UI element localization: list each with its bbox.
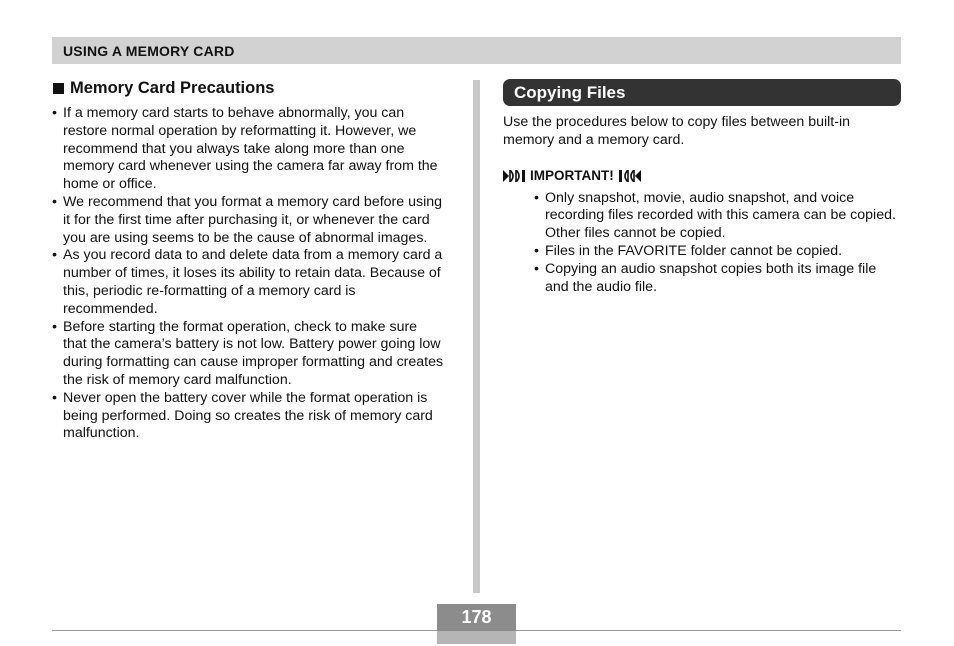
important-notice bbox=[503, 167, 901, 185]
column-divider bbox=[473, 80, 480, 593]
right-column bbox=[503, 79, 901, 296]
list-item: • Copying an audio snapshot copies both its image file and the audio file. bbox=[534, 261, 901, 297]
page-number: 178 bbox=[437, 604, 516, 631]
left-column bbox=[52, 78, 444, 443]
list-item: • Only snapshot, movie, audio snapshot, and voice recording files recorded with this camera can be copied. Other files cannot be copied. bbox=[534, 190, 901, 243]
list-item: • Before starting the format operation, check to make sure that the camera’s battery is not low. Battery power going low during formatting can cause improper formatting and creates the risk of memory card malfunction. bbox=[52, 319, 444, 390]
heading-text: Copying Files bbox=[514, 83, 626, 102]
list-item: • Files in the FAVORITE folder cannot be copied. bbox=[534, 243, 901, 261]
header-bar bbox=[52, 37, 901, 64]
section-heading-pill bbox=[503, 79, 901, 106]
important-label: IMPORTANT! bbox=[530, 168, 614, 184]
important-left-icon bbox=[503, 170, 525, 182]
copy-notes-list bbox=[534, 190, 901, 297]
page-number-base bbox=[437, 631, 516, 644]
intro-paragraph: Use the procedures below to copy files between built-in memory and a memory card. bbox=[503, 114, 850, 148]
list-item: • If a memory card starts to behave abnormally, you can restore normal operation by reformatting it. However, we recommend that you always take along more than one memory card whenever using the camera far away from the home or office. bbox=[52, 105, 444, 194]
section-heading bbox=[52, 78, 444, 98]
heading-text: Memory Card Precautions bbox=[70, 79, 275, 97]
header-title: USING A MEMORY CARD bbox=[63, 43, 235, 59]
square-bullet-icon bbox=[53, 83, 64, 94]
list-item: • We recommend that you format a memory card before using it for the first time after purchasing it, or whenever the card you are using seems to be the cause of abnormal images. bbox=[52, 194, 444, 247]
page-number-badge bbox=[437, 604, 516, 644]
list-item: • As you record data to and delete data from a memory card a number of times, it loses its ability to retain data. Because of this, periodic re-formatting of a memory card is recommended. bbox=[52, 247, 444, 318]
list-item: • Never open the battery cover while the format operation is being performed. Doing so creates the risk of memory card malfunction. bbox=[52, 390, 444, 443]
important-right-icon bbox=[619, 170, 641, 182]
precautions-list bbox=[52, 105, 444, 443]
